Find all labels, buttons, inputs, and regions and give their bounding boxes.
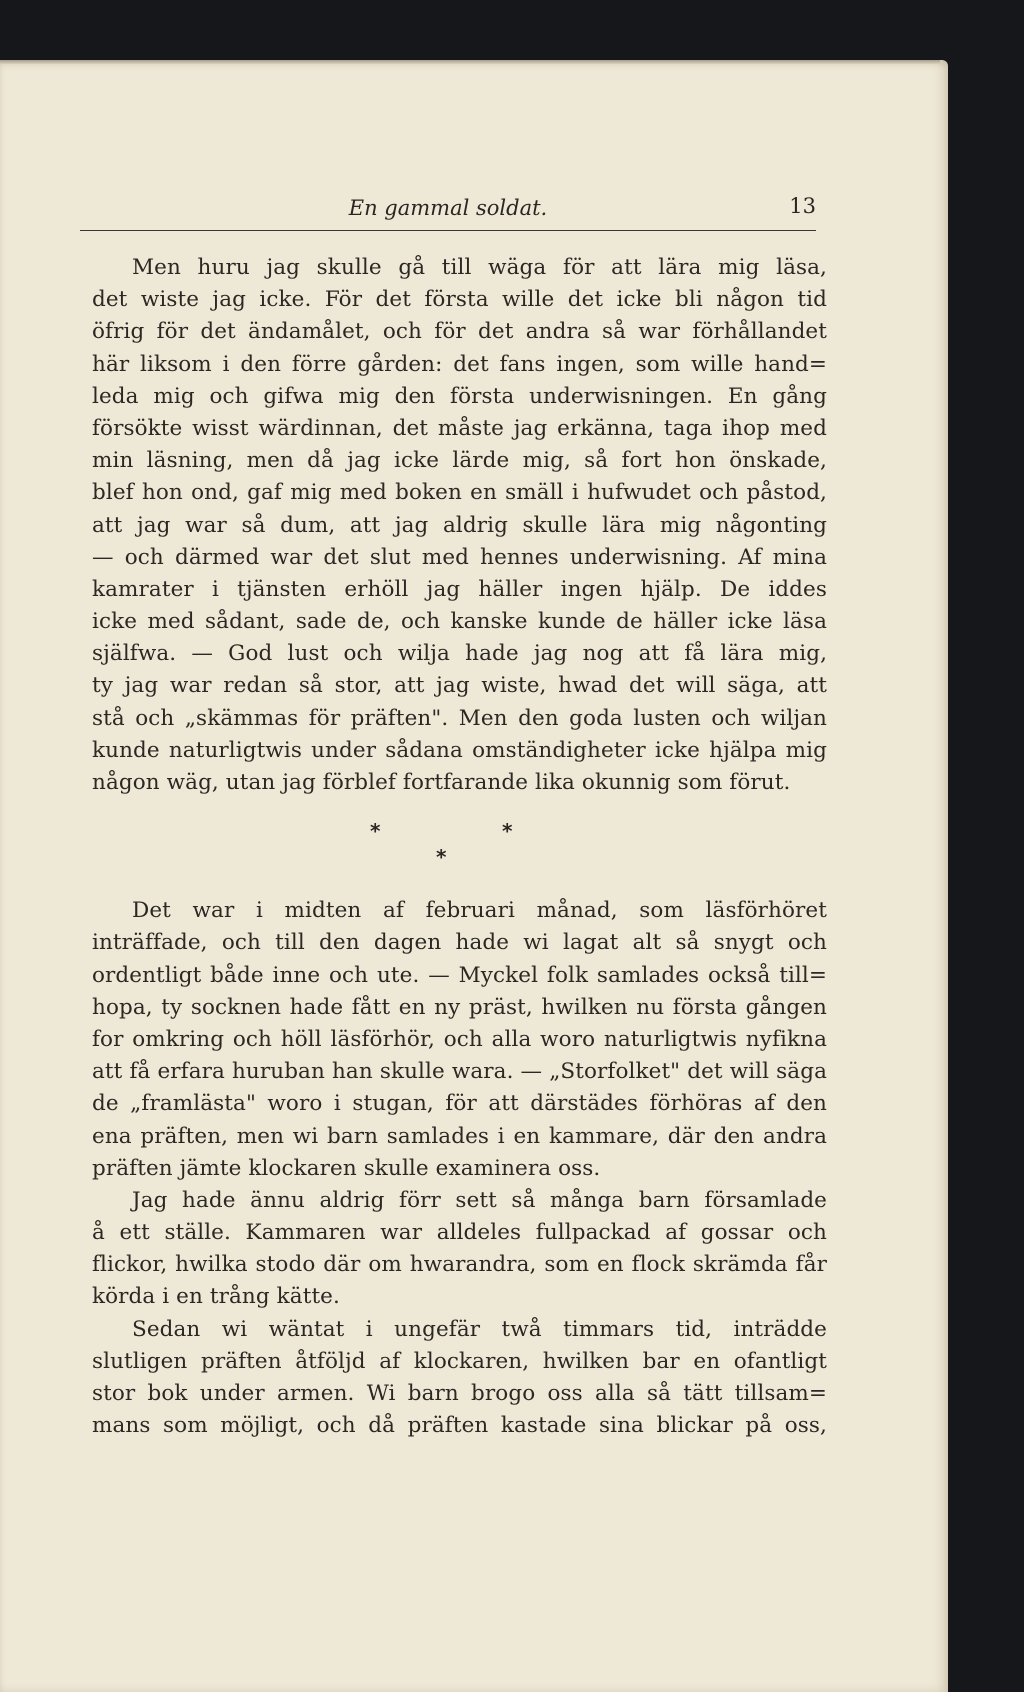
paragraph-4 <box>92 1314 827 1443</box>
asterisk: * <box>370 819 381 844</box>
text-line: å ett ställe. Kammaren war alldeles fullpackad af gossar och <box>92 1220 827 1246</box>
text-line: ordentligt både inne och ute. — Myckel folk samlades också till= <box>92 962 827 988</box>
body-text <box>92 252 827 1442</box>
section-separator <box>92 799 827 895</box>
text-line: ty jag war redan så stor, att jag wiste, hwad det will säga, att <box>92 673 827 699</box>
paragraph-2 <box>92 895 827 1185</box>
text-line: Jag hade ännu aldrig förr sett så många barn församlade <box>132 1187 827 1213</box>
text-line: att jag war så dum, att jag aldrig skulle lära mig någonting <box>92 512 827 538</box>
page-number: 13 <box>789 194 816 218</box>
text-line: blef hon ond, gaf mig med boken en smäll i hufwudet och påstod, <box>92 480 827 506</box>
text-line: mans som möjligt, och då präften kastade sina blickar på oss, <box>92 1413 827 1439</box>
page-header <box>80 190 816 231</box>
text-line: inträffade, och till den dagen hade wi lagat alt så snygt och <box>92 930 827 956</box>
text-line: hopa, ty socknen hade fått en ny präst, hwilken nu första gången <box>92 994 827 1020</box>
text-line: präften jämte klockaren skulle examinera oss. <box>92 1155 601 1181</box>
text-line: det wiste jag icke. För det första wille det icke bli någon tid <box>92 287 827 313</box>
text-line: Men huru jag skulle gå till wäga för att lära mig läsa, <box>132 255 827 280</box>
asterisk: * <box>436 845 447 870</box>
paragraph-3 <box>92 1185 827 1314</box>
text-line: kamrater i tjänsten erhöll jag häller ingen hjälp. De iddes <box>92 576 827 602</box>
running-title: En gammal soldat. <box>348 196 548 220</box>
text-line: själfwa. — God lust och wilja hade jag nog att få lära mig, <box>92 641 827 667</box>
text-line: icke med sådant, sade de, och kanske kunde de häller icke läsa <box>92 609 827 635</box>
text-line: leda mig och gifwa mig den första underwisningen. En gång <box>92 383 827 409</box>
text-line: slutligen präften åtföljd af klockaren, hwilken bar en ofantligt <box>92 1348 827 1374</box>
text-line: Det war i midten af februari månad, som läsförhöret <box>132 898 827 924</box>
text-line: stå och „skämmas för präften". Men den goda lusten och wiljan <box>92 705 827 731</box>
book-page <box>0 60 948 1692</box>
asterisk: * <box>502 819 513 844</box>
text-line: flickor, hwilka stodo där om hwarandra, som en flock skrämda får <box>92 1252 827 1278</box>
text-line: for omkring och höll läsförhör, och alla woro naturligtwis nyfikna <box>92 1026 827 1052</box>
text-line: ena präften, men wi barn samlades i en kammare, där den andra <box>92 1123 827 1149</box>
text-line: Sedan wi wäntat i ungefär twå timmars tid, inträdde <box>132 1316 827 1342</box>
text-line: min läsning, men då jag icke lärde mig, så fort hon önskade, <box>92 448 827 474</box>
page-edge <box>0 60 940 64</box>
text-line: körda i en trång kätte. <box>92 1284 340 1310</box>
text-line: kunde naturligtwis under sådana omständigheter icke hjälpa mig <box>92 737 827 763</box>
text-line: här liksom i den förre gården: det fans ingen, som wille hand= <box>92 351 827 377</box>
text-line: de „framlästa" woro i stugan, för att därstädes förhöras af den <box>92 1091 827 1117</box>
text-line: stor bok under armen. Wi barn brogo oss alla så tätt tillsam= <box>92 1381 827 1406</box>
text-line: någon wäg, utan jag förblef fortfarande lika okunnig som förut. <box>92 770 791 795</box>
text-line: försökte wisst wärdinnan, det måste jag erkänna, taga ihop med <box>92 415 827 441</box>
text-line: — och därmed war det slut med hennes underwisning. Af mina <box>92 544 827 570</box>
text-line: att få erfara huruban han skulle wara. — „Storfolket" det will säga <box>92 1059 827 1085</box>
text-line: öfrig för det ändamålet, och för det andra så war förhållandet <box>92 319 827 345</box>
paragraph-1 <box>92 252 827 799</box>
